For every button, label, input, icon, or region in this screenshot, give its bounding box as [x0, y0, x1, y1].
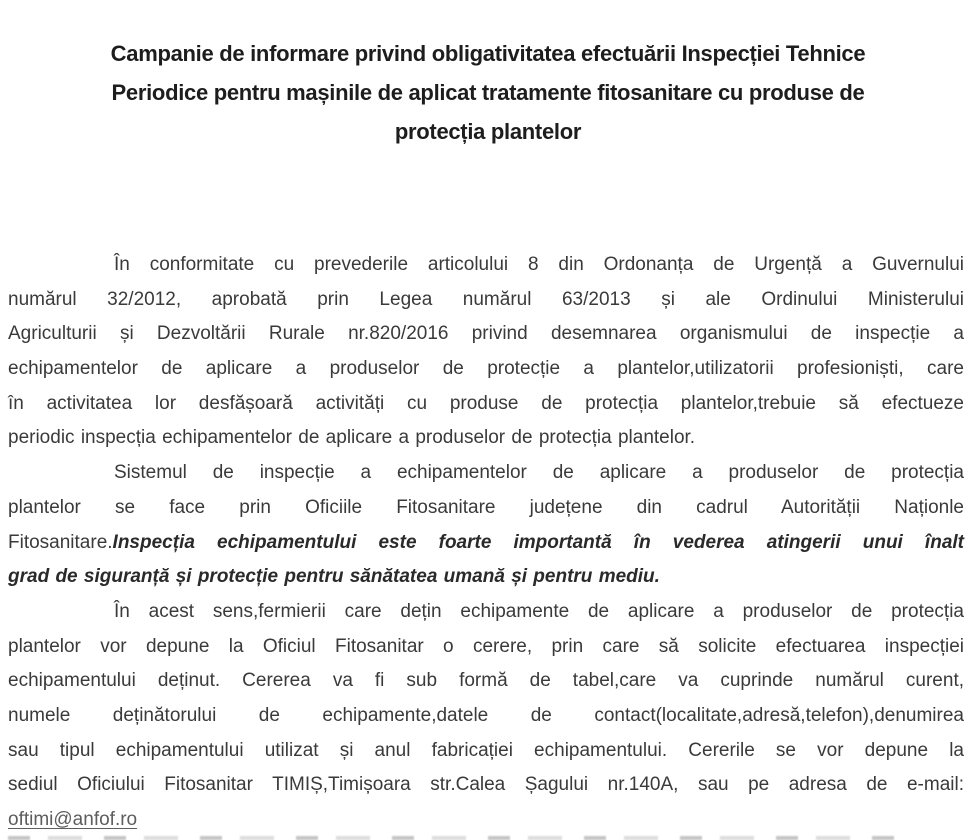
title-line: Campanie de informare privind obligativitatea efectuării Inspecției Tehnice: [110, 41, 866, 66]
text-line: Agriculturii și Dezvoltării Rurale nr.820/2016 privind desemnarea organismului de inspecție a: [8, 323, 964, 345]
text-line-emphasis: grad de siguranță și protecție pentru sănătatea umană și pentru mediu.: [8, 566, 660, 588]
text-line: [8, 803, 964, 838]
paragraph-lines: [8, 248, 964, 421]
text-line: numele deținătorului de echipamente,datele de contact(localitate,adresă,telefon),denumirea: [8, 704, 964, 726]
title-line: protecția plantelor: [394, 119, 582, 144]
text-line: Sistemul de inspecție a echipamentelor de aplicare a produselor de protecția: [114, 462, 964, 484]
text-line: periodic inspecția echipamentelor de aplicare a produselor de protecția plantelor.: [8, 427, 696, 449]
text-line: echipamentului deținut. Cererea va fi sub formă de tabel,care va cuprinde numărul curent,: [8, 670, 964, 692]
paragraph-inspection-system: [8, 456, 964, 595]
document-body: [0, 248, 976, 838]
text-line: sau tipul echipamentului utilizat și anul fabricației echipamentului. Cererile se vor depune la: [8, 739, 964, 761]
cutoff-text-line: [8, 836, 906, 840]
regular-text: Fitosanitare.: [8, 531, 113, 553]
emphasis-text: Inspecția echipamentului este foarte importantă în vederea atingerii unui înalt: [112, 531, 964, 553]
text-line: echipamentelor de aplicare a produselor de protecție a plantelor,utilizatorii profesioniști, care: [8, 358, 964, 380]
document-title: [0, 0, 976, 151]
text-line: În acest sens,fermierii care dețin echipamente de aplicare a produselor de protecția: [114, 600, 964, 622]
text-line: în activitatea lor desfășoară activități cu produse de protecția plantelor,trebuie să efectueze: [8, 392, 964, 414]
text-line: numărul 32/2012, aprobată prin Legea numărul 63/2013 și ale Ordinului Ministerului: [8, 288, 964, 310]
paragraph-lines: [8, 456, 964, 525]
paragraph-lines: [8, 595, 964, 803]
paragraph-application-procedure: [8, 595, 964, 838]
text-line: sediul Oficiului Fitosanitar TIMIȘ,Timișoara str.Calea Șagului nr.140A, sau pe adresa de e-mail:: [8, 774, 964, 796]
email-link[interactable]: oftimi@anfof.ro: [8, 809, 138, 830]
title-line: Periodice pentru mașinile de aplicat tratamente fitosanitare cu produse de: [111, 80, 865, 105]
paragraph-legal-basis: [8, 248, 964, 456]
text-line-mixed: [8, 526, 964, 561]
text-line: În conformitate cu prevederile articolului 8 din Ordonanța de Urgență a Guvernului: [114, 254, 964, 275]
text-line: plantelor vor depune la Oficiul Fitosanitar o cerere, prin care să solicite efectuarea inspecției: [8, 635, 964, 657]
text-line: plantelor se face prin Oficiile Fitosanitare județene din cadrul Autorității Naționle: [8, 496, 964, 518]
